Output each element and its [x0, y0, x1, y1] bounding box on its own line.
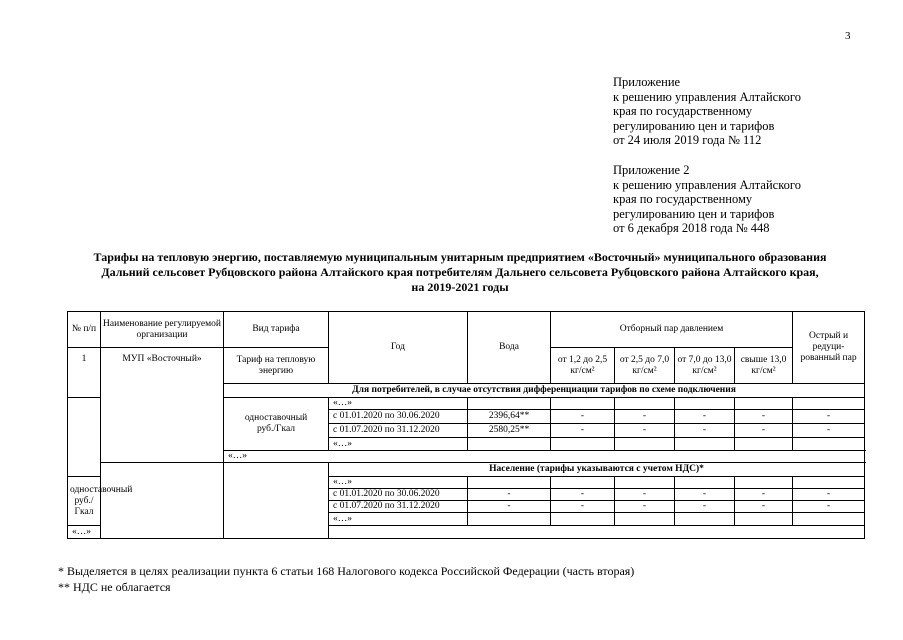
title-line: Тарифы на тепловую энергию, поставляемую муниципальным унитарным предприятием «Восточный» муниципального образования [93, 250, 827, 264]
ellipsis: «…» [68, 526, 865, 539]
header-pressure-2: от 2,5 до 7,0 кг/см² [615, 348, 675, 384]
footnotes [58, 563, 634, 595]
steam-value: - [551, 410, 615, 424]
sharp-steam-value: - [793, 424, 865, 438]
appendix-line: регулированию цен и тарифов [613, 206, 775, 221]
section-heading: Население (тарифы указываются с учетом НДС)* [329, 463, 865, 477]
ellipsis-row [68, 526, 865, 539]
appendix-line: к решению управления Алтайского [613, 89, 801, 104]
header-pressure-3: от 7,0 до 13,0 кг/см² [675, 348, 735, 384]
tariff-label: одноставочный [70, 484, 133, 495]
appendix-line: края по государственному [613, 104, 753, 118]
steam-value: - [615, 410, 675, 424]
header-pressure-4: свыше 13,0 кг/см² [735, 348, 793, 384]
steam-value: - [675, 501, 735, 513]
organization-name: МУП «Восточный» [101, 348, 224, 463]
table-header-row [68, 312, 865, 348]
appendix-line: Приложение 2 [613, 163, 690, 177]
steam-value: - [615, 424, 675, 438]
footnote: ** НДС не облагается [58, 580, 171, 594]
steam-value: - [615, 501, 675, 513]
tariff-unit: руб./Гкал [74, 495, 94, 517]
page-number: 3 [845, 30, 851, 42]
steam-value: - [615, 489, 675, 501]
steam-value: - [735, 501, 793, 513]
sharp-steam-value: - [793, 410, 865, 424]
steam-value: - [551, 489, 615, 501]
header-tariff-type: Вид тарифа [224, 312, 329, 348]
appendix-2-note [613, 163, 873, 236]
steam-value: - [735, 489, 793, 501]
steam-value: - [551, 501, 615, 513]
appendix-line: Приложение [613, 75, 681, 89]
tariff-unit: руб./Гкал [256, 424, 296, 434]
steam-value: - [675, 424, 735, 438]
row-number-empty [68, 398, 101, 477]
appendix-line: от 6 декабря 2018 года № 448 [613, 221, 770, 235]
header-year: Год [329, 312, 468, 384]
header-heat-tariff: Тариф на тепловую энергию [224, 348, 329, 384]
title-line: на 2019-2021 годы [411, 280, 509, 294]
appendix-line: к решению управления Алтайского [613, 177, 801, 192]
header-num: № п/п [68, 312, 101, 348]
steam-value: - [735, 410, 793, 424]
water-value: - [468, 489, 551, 501]
steam-value: - [675, 410, 735, 424]
header-sharp-steam: Острый и редуци-рованный пар [793, 312, 865, 384]
water-value: - [468, 501, 551, 513]
period: с 01.01.2020 по 30.06.2020 [329, 410, 468, 424]
tariff-table [67, 311, 865, 539]
tariff-type-cell [224, 398, 329, 451]
period: с 01.01.2020 по 30.06.2020 [329, 489, 468, 501]
appendix-note [613, 75, 873, 148]
section-heading: Для потребителей, в случае отсутствия дифференциации тарифов по схеме подключения [224, 384, 865, 398]
appendix-line: регулированию цен и тарифов [613, 118, 775, 133]
ellipsis: «…» [224, 451, 865, 463]
header-org: Наименование регулируемой организации [101, 312, 224, 348]
period: с 01.07.2020 по 31.12.2020 [329, 501, 468, 513]
steam-value: - [735, 424, 793, 438]
water-value: 2396,64** [468, 410, 551, 424]
ellipsis: «…» [329, 398, 468, 410]
appendix-line: края по государственному [613, 192, 753, 206]
steam-value: - [675, 489, 735, 501]
footnote: * Выделяется в целях реализации пункта 6 статьи 168 Налогового кодекса Российской Федерации (часть вторая) [58, 564, 635, 578]
tariff-type-cell [68, 477, 133, 526]
water-value: 2580,25** [468, 424, 551, 438]
ellipsis: «…» [329, 513, 468, 526]
header-steam: Отборный пар давлением [551, 312, 793, 348]
header-pressure-1: от 1,2 до 2,5 кг/см² [551, 348, 615, 384]
sharp-steam-value: - [793, 489, 865, 501]
steam-value: - [551, 424, 615, 438]
ellipsis: «…» [329, 477, 468, 489]
tariff-label: одноставочный [244, 413, 308, 423]
ellipsis: «…» [329, 438, 468, 451]
document-title [40, 250, 880, 295]
appendix-line: от 24 июля 2019 года № 112 [613, 133, 762, 147]
period: с 01.07.2020 по 31.12.2020 [329, 424, 468, 438]
header-water: Вода [468, 312, 551, 384]
row-number: 1 [68, 348, 101, 398]
sharp-steam-value: - [793, 501, 865, 513]
section-heading-row [68, 463, 865, 477]
title-line: Дальний сельсовет Рубцовского района Алтайского края потребителям Дальнего сельсовета Рубцовского района Алтайского края, [101, 265, 819, 279]
